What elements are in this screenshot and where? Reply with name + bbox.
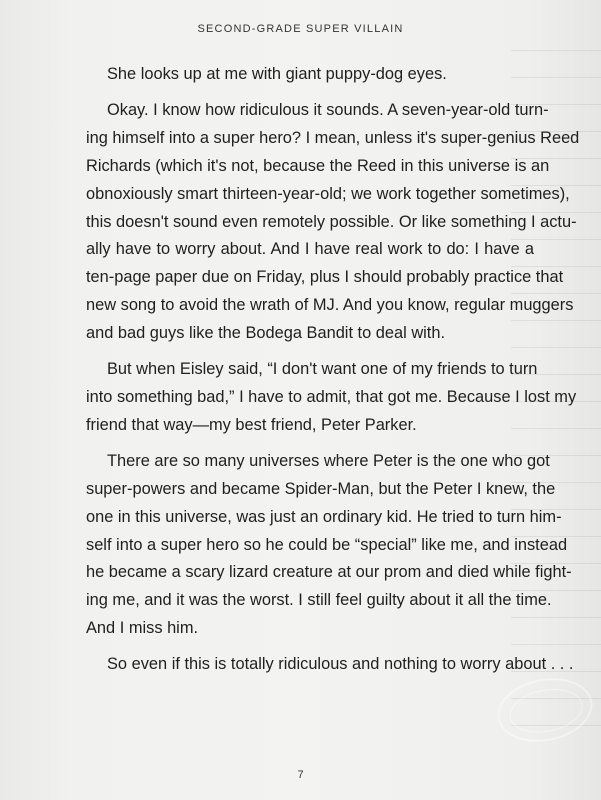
text-line: into something bad,” I have to admit, that got me. Because I lost my (86, 387, 577, 406)
text-line: friend that way—my best friend, Peter Parker. (86, 415, 417, 434)
text-line: this doesn't sound even remotely possible. Or like something I actu- (86, 212, 577, 231)
text-line: There are so many universes where Peter is the one who got (107, 451, 550, 470)
text-line: obnoxiously smart thirteen-year-old; we work together sometimes), (86, 184, 570, 203)
text-line: ten-page paper due on Friday, plus I should probably practice that (86, 268, 564, 287)
text-line: one in this universe, was just an ordinary kid. He tried to turn him- (86, 507, 562, 526)
text-line: ally have to worry about. And I have real work to do: I have a (86, 240, 534, 259)
text-line: ing me, and it was the worst. I still feel guilty about it all the time. (86, 591, 552, 610)
watermark-stamp-ring (506, 683, 587, 738)
text-line: ing himself into a super hero? I mean, unless it's super-genius Reed (86, 128, 580, 147)
text-line: new song to avoid the wrath of MJ. And you know, regular muggers (86, 296, 574, 315)
paragraph (86, 448, 572, 643)
text-line: But when Eisley said, “I don't want one of my friends to turn (107, 360, 538, 379)
text-line: And I miss him. (86, 619, 199, 638)
text-line: She looks up at me with giant puppy-dog eyes. (107, 65, 447, 83)
paragraph (86, 356, 577, 440)
paragraph (86, 651, 574, 679)
paragraph (86, 97, 580, 348)
text-line: Richards (which it's not, because the Reed in this universe is an (86, 156, 550, 175)
body-text (86, 61, 580, 679)
text-line: super-powers and became Spider-Man, but the Peter I knew, the (86, 479, 556, 498)
text-line: and bad guys like the Bodega Bandit to deal with. (86, 324, 446, 343)
text-line: So even if this is totally ridiculous and nothing to worry about . . . (107, 655, 574, 674)
page-number: 7 (297, 769, 304, 781)
text-line: self into a super hero so he could be “special” like me, and instead (86, 535, 568, 554)
text-line: he became a scary lizard creature at our prom and died while fight- (86, 563, 572, 582)
paragraph (86, 61, 534, 89)
text-line: Okay. I know how ridiculous it sounds. A seven-year-old turn- (107, 100, 549, 119)
running-head: SECOND-GRADE SUPER VILLAIN (197, 23, 404, 35)
